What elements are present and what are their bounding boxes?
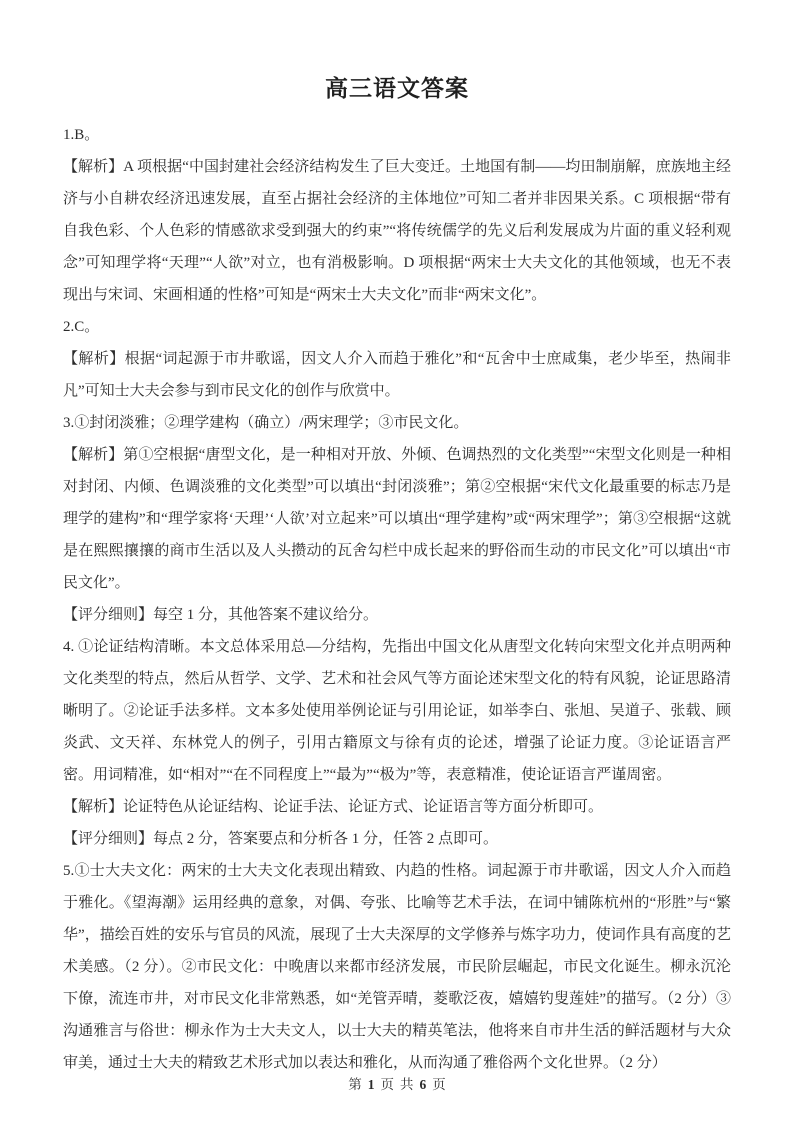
- scoring-rule-3: 【评分细则】每空 1 分，其他答案不建议给分。: [63, 607, 379, 623]
- footer-total-pages: 6: [419, 1077, 427, 1092]
- page-footer: [0, 1073, 794, 1093]
- footer-label-page: 第: [348, 1077, 362, 1092]
- page-title: 高三语文答案: [325, 76, 469, 101]
- answer-4: 4. ①论证结构清晰。本文总体采用总—分结构，先指出中国文化从唐型文化转向宋型文化并点明两种文化类型的特点，然后从哲学、文学、艺术和社会风气等方面论述宋型文化的特有风貌，论证思路清晰明了。②论证手法多样。文本多处使用举例论证与引用论证，如举李白、张旭、吴道子、张载、顾炎武、文天祥、东林党人的例子，引用古籍原文与徐有贞的论述，增强了论证力度。③论证语言严密。用词精准，如“相对”“在不同程度上”“最为”“极为”等，表意精准，使论证语言严谨周密。: [63, 639, 731, 783]
- answer-3: 3.①封闭淡雅；②理学建构（确立）/两宋理学；③市民文化。: [63, 415, 469, 431]
- analysis-2: 【解析】根据“词起源于市井歌谣，因文人介入而趋于雅化”和“瓦舍中士庶咸集，老少毕至，热闹非凡”可知士大夫会参与到市民文化的创作与欣赏中。: [63, 351, 731, 399]
- footer-page-number: 1: [367, 1077, 375, 1092]
- answer-content: [63, 119, 731, 1079]
- footer-label-of: 页: [380, 1077, 394, 1092]
- answer-2: 2.C。: [63, 319, 100, 335]
- footer-label-total: 共: [400, 1077, 414, 1092]
- analysis-3: 【解析】第①空根据“唐型文化，是一种相对开放、外倾、色调热烈的文化类型”“宋型文化则是一种相对封闭、内倾、色调淡雅的文化类型”可以填出“封闭淡雅”；第②空根据“宋代文化最重要的标志乃是理学的建构”和“理学家将‘天理’‘人欲’对立起来”可以填出“理学建构”或“两宋理学”；第③空根据“这就是在熙熙攘攘的商市生活以及人头攒动的瓦舍勾栏中成长起来的野俗而生动的市民文化”可以填出“市民文化”。: [63, 447, 731, 591]
- analysis-1: 【解析】A 项根据“中国封建社会经济结构发生了巨大变迁。土地国有制——均田制崩解，庶族地主经济与小自耕农经济迅速发展，直至占据社会经济的主体地位”可知二者并非因果关系。C 项根据“带有自我色彩、个人色彩的情感欲求受到强大的约束”“将传统儒学的先义后利发展成为片面的重义轻利观念”可知理学将“天理”“人欲”对立，也有消极影响。D 项根据“两宋士大夫文化的其他领域，也无不表现出与宋词、宋画相通的性格”可知是“两宋士大夫文化”而非“两宋文化”。: [63, 159, 731, 303]
- answer-1: 1.B。: [63, 127, 100, 143]
- answer-5: 5.①士大夫文化：两宋的士大夫文化表现出精致、内趋的性格。词起源于市井歌谣，因文人介入而趋于雅化。《望海潮》运用经典的意象，对偶、夸张、比喻等艺术手法，在词中铺陈杭州的“形胜”与“繁华”，描绘百姓的安乐与官员的风流，展现了士大夫深厚的文学修养与炼字功力，使词作具有高度的艺术美感。（2 分）。②市民文化：中晚唐以来都市经济发展，市民阶层崛起，市民文化诞生。柳永沉沦下僚，流连市井，对市民文化非常熟悉，如“羌管弄晴，菱歌泛夜，嬉嬉钓叟莲娃”的描写。（2 分）③沟通雅言与俗世：柳永作为士大夫文人，以士大夫的精英笔法，他将来自市井生活的鲜活题材与大众审美，通过士大夫的精致艺术形式加以表达和雅化，从而沟通了雅俗两个文化世界。（2 分）: [63, 863, 731, 1071]
- analysis-4: 【解析】论证特色从论证结构、论证手法、论证方式、论证语言等方面分析即可。: [63, 799, 604, 815]
- scoring-rule-4: 【评分细则】每点 2 分，答案要点和分析各 1 分，任答 2 点即可。: [63, 831, 499, 847]
- footer-label-pages: 页: [432, 1077, 446, 1092]
